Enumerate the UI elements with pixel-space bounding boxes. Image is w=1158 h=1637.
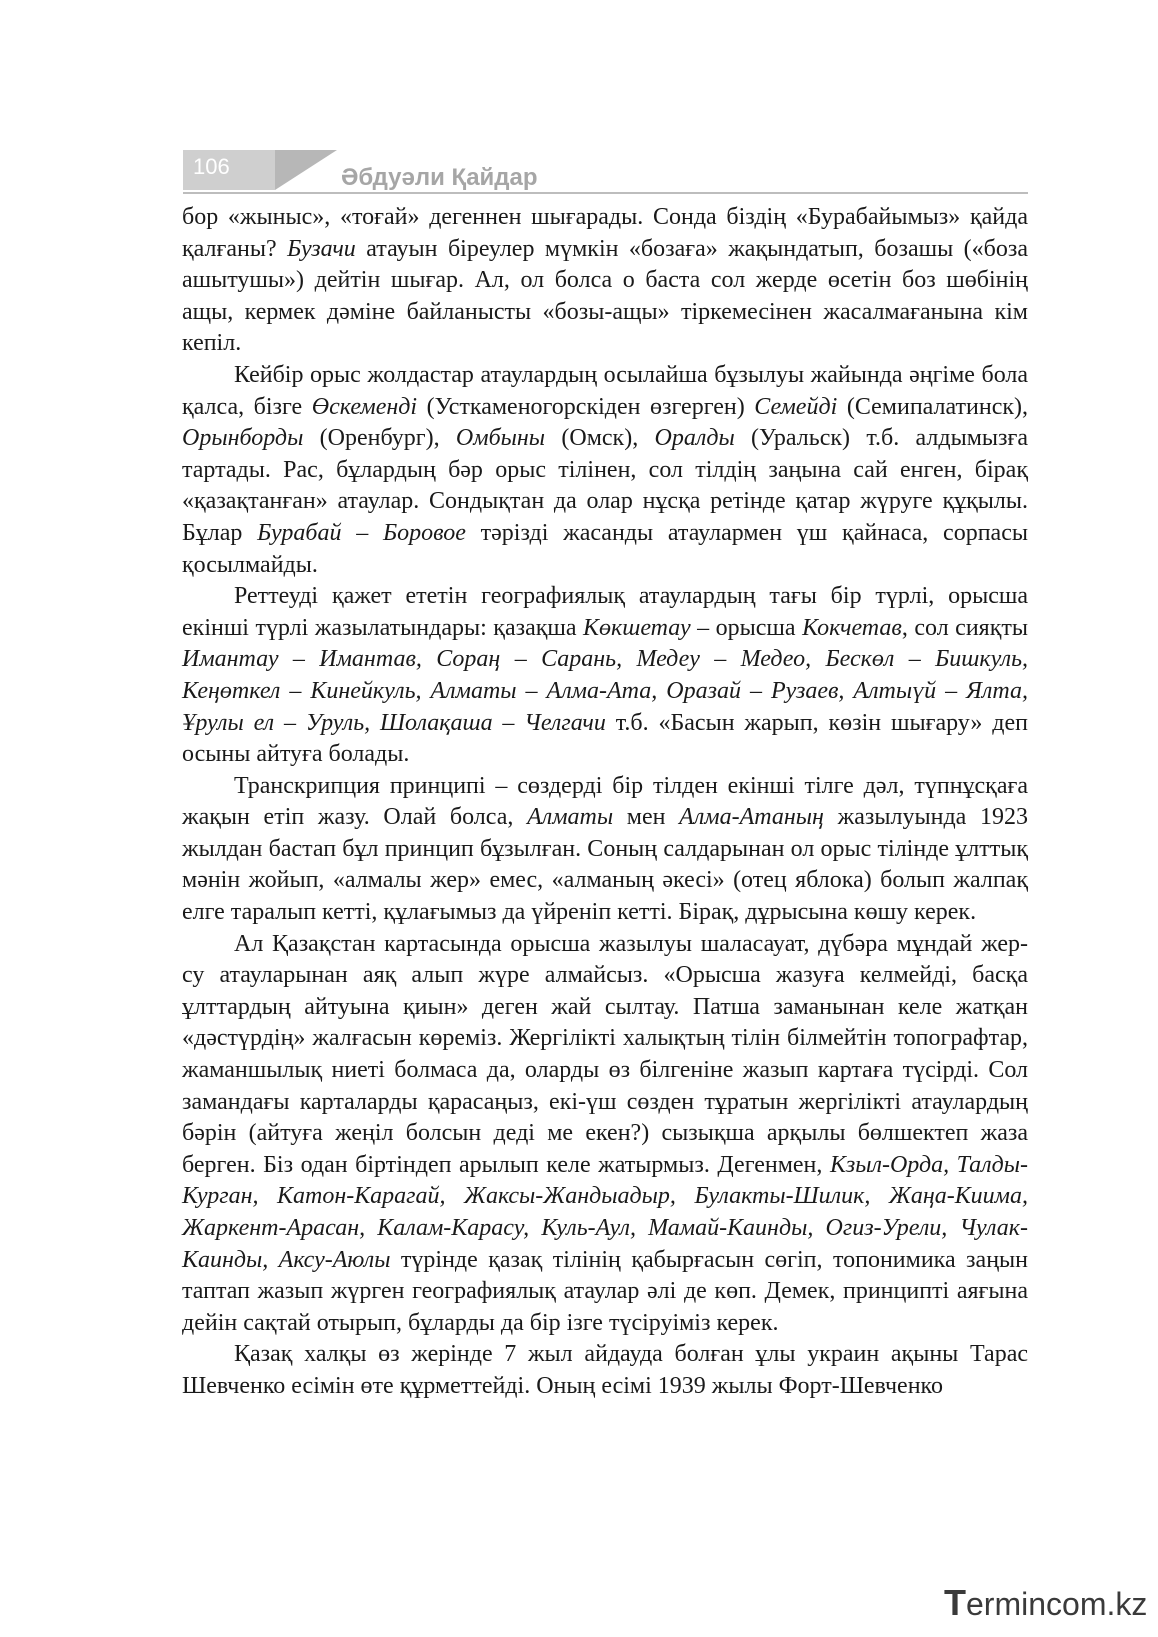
- text-run: тәрізді жасанды атаулармен үш қайнаса, сорпасы қосылмайды.: [182, 519, 1028, 578]
- text-run: мен: [613, 804, 680, 831]
- paragraph: [182, 1339, 1028, 1402]
- logo-letter-t: T: [944, 1582, 966, 1623]
- italic-text: Өскеменді: [311, 393, 418, 420]
- text-run: Қазақ халқы өз жерінде 7 жыл айдауда болған ұлы украин ақыны Тарас Шевченко есімін өте құрметтейді. Оның есімі 1939 жылы Форт-Шевченко: [182, 1341, 1028, 1399]
- logo-text-a: erminc: [966, 1586, 1063, 1622]
- page-number-box: [183, 150, 275, 190]
- text-run: (Семипалатинск),: [837, 393, 1029, 420]
- header-rule: [183, 192, 1028, 194]
- text-run: (Уральск) т.б. алдымызға тартады. Рас, бұлардың бәр орыс тілінен, сол тілдің заңына сай енген, бірақ «қазақтанған» атаулар. Сондықтан да олар нұсқа ретінде қатар жүруге құқылы. Бұлар: [182, 425, 1028, 546]
- text-run: Реттеуді қажет ететін географиялық атаулардың тағы бір түрлі, орысша екінші түрлі жазылатындары: қазақша: [182, 583, 1028, 641]
- italic-text: Бузачи: [287, 235, 356, 262]
- italic-text: Семейді: [754, 393, 838, 420]
- text-run: бор «жыныс», «тоғай» дегеннен шығарады. Сонда біздің «Бурабайымыз» қайда қалғаны?: [182, 204, 1028, 262]
- italic-text: Оралды: [654, 425, 735, 452]
- italic-text: Бурабай – Боровое: [257, 519, 466, 546]
- logo-text-b: m.kz: [1079, 1586, 1148, 1622]
- text-run: (Омск),: [545, 425, 655, 452]
- body-text: [182, 202, 1028, 1403]
- text-run: Ал Қазақстан картасында орысша жазылуы шаласауат, дүбәра мұндай жер-су атауларынан аяқ алып жүре алмайсыз. «Орысша жазуға келмейді, басқа ұлттардың айтуына қиын» деген жай сылтау. Патша заманынан келе жатқан «дәстүрдің» жалғасын көреміз. Жергілікті халықтың тілін білмейтін топографтар, жаманшылық ниеті болмаса да, оларды өз білгеніне жазып картаға түсірді. Сол замандағы карталарды қарасаңыз, екі-үш сөзден тұратын жергілікті атаулардың бәрін (айтуға жеңіл болсын деді ме екен?) сызықша арқылы бөлшектеп жаза берген. Біз одан біртіндеп арылып келе жатырмыз. Дегенмен,: [182, 930, 1028, 1178]
- text-run: – орысша: [690, 614, 803, 641]
- text-run: (Усткаменогорскіден өзгерген): [417, 393, 755, 420]
- paragraph: [182, 202, 1028, 360]
- italic-text: Орынборды: [182, 425, 304, 452]
- text-run: түрінде қазақ тілінің қабырғасын сөгіп, топонимика заңын таптап жазып жүрген географиялық атаулар әлі де көп. Демек, принципті аяғына дейін сақтай отырып, бұларды да бір ізге түсіруіміз керек.: [182, 1246, 1029, 1336]
- text-run: атауын біреулер мүмкін «бозаға» жақындатып, бозашы («боза ашытушы») дейтін шығар. Ал, ол болса о баста сол жерде өсетін боз шөбінің ащы, кермек дәміне байланысты «бозы-ащы» тіркемесінен жасалмағанына кім кепіл.: [182, 235, 1028, 357]
- page-header: [183, 148, 1028, 196]
- paragraph: [182, 581, 1028, 771]
- italic-text: Алматы: [527, 804, 614, 831]
- italic-text: Кзыл-Орда, Талды-Курган, Катон-Карагай, Жаксы-Жандыадыр, Булакты-Шилик, Жаңа-Киима, Жаркент-Арасан, Калам-Карасу, Куль-Аул, Мамай-Каинды, Огиз-Урели, Чулак-Каинды, Аксу-Аюлы: [182, 1151, 1029, 1273]
- paragraph: [182, 771, 1028, 929]
- header-tab-shape: [275, 150, 337, 190]
- italic-text: Омбыны: [455, 425, 546, 452]
- italic-text: Көкшетау: [583, 614, 691, 641]
- italic-text: Алма-Атаның: [679, 804, 824, 831]
- logo-o-icon: o: [1062, 1586, 1080, 1622]
- text-run: Транскрипция принципі – сөздерді бір тілден екінші тілге дәл, түпнұсқаға жақын етіп жазу. Олай болса,: [182, 772, 1028, 831]
- italic-text: Имантау – Имантав, Сораң – Сарань, Медеу – Медео, Бескөл – Бишкуль, Кеңөткел – Кинейкуль, Алматы – Алма-Ата, Оразай – Рузаев, Алтыүй – Ялта, Ұрулы ел – Уруль, Шолақаша – Челгачи: [182, 646, 1028, 736]
- text-run: жазылуында 1923 жылдан бастап бұл принцип бұзылған. Соның салдарынан ол орыс тілінде ұлттық мәнін жойып, «алмалы жер» емес, «алманың әкесі» (отец яблока) болып жалпақ елге таралып кетті, құлағымыз да үйреніп кетті. Бірақ, дұрысына көшу керек.: [182, 804, 1028, 926]
- text-run: , сол сияқты: [901, 614, 1028, 641]
- watermark-logo: [944, 1582, 1147, 1624]
- text-run: (Оренбург),: [303, 425, 456, 452]
- page-number: 106: [193, 154, 230, 179]
- text-run: т.б. «Басын жарып, көзін шығару» деп осыны айтуға болады.: [182, 709, 1028, 768]
- text-run: Кейбір орыс жолдастар атаулардың осылайша бұзылуы жайында әңгіме бола қалса, бізге: [182, 361, 1028, 420]
- running-head-author: Әбдуәли Қайдар: [341, 164, 538, 191]
- paragraph: [182, 929, 1028, 1340]
- italic-text: Кокчетав: [802, 614, 902, 641]
- paragraph: [182, 360, 1028, 581]
